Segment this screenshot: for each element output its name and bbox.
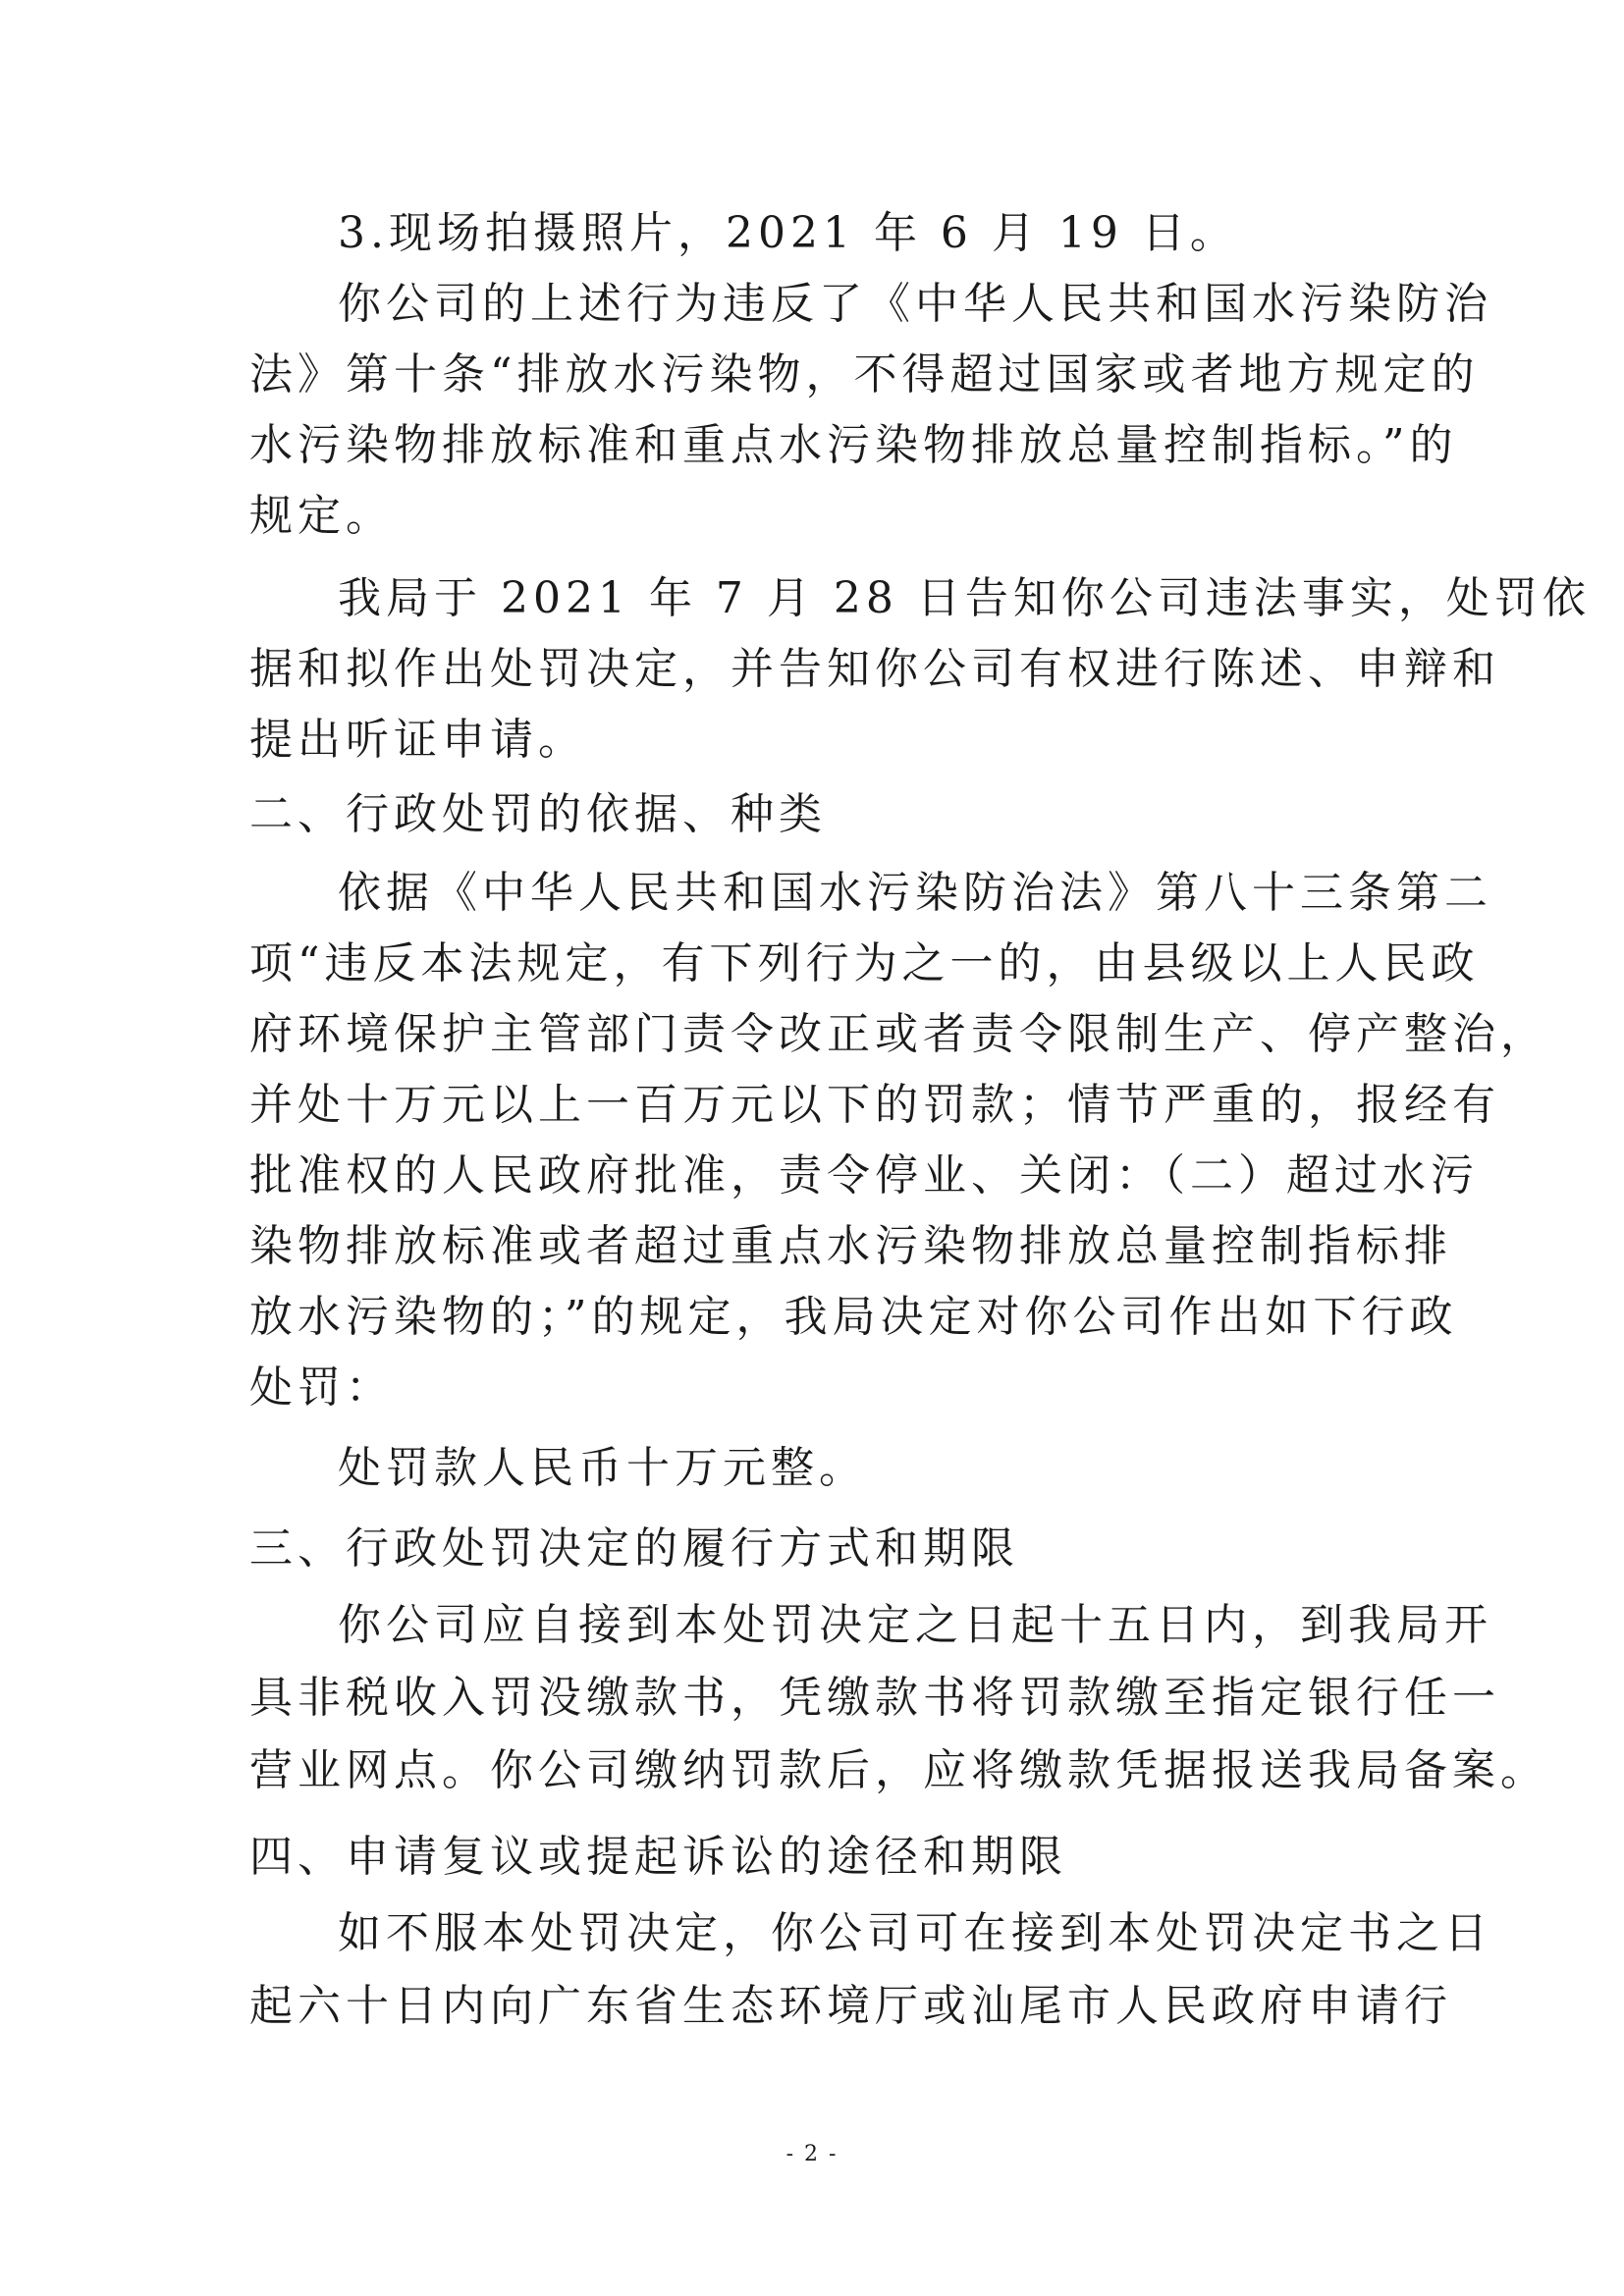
paragraph-line: 起六十日内向广东省生态环境厅或汕尾市人民政府申请行	[249, 1981, 1452, 2031]
section-heading: 二、行政处罚的依据、种类	[249, 789, 827, 839]
paragraph-line: 水污染物排放标准和重点水污染物排放总量控制指标。”的	[249, 420, 1458, 470]
paragraph-line: 并处十万元以上一百万元以下的罚款；情节严重的，报经有	[249, 1080, 1500, 1130]
paragraph-line: 染物排放标准或者超过重点水污染物排放总量控制指标排	[249, 1221, 1452, 1271]
paragraph-line: 据和拟作出处罚决定，并告知你公司有权进行陈述、申辩和	[249, 644, 1500, 694]
paragraph-line: 具非税收入罚没缴款书，凭缴款书将罚款缴至指定银行任一	[249, 1673, 1500, 1723]
paragraph-line: 提出听证申请。	[249, 715, 586, 765]
paragraph-line: 你公司应自接到本处罚决定之日起十五日内，到我局开	[338, 1600, 1492, 1650]
section-heading: 三、行政处罚决定的履行方式和期限	[249, 1523, 1019, 1574]
paragraph-line: 批准权的人民政府批准，责令停业、关闭：（二）超过水污	[249, 1150, 1479, 1201]
paragraph-line: 营业网点。你公司缴纳罚款后，应将缴款凭据报送我局备案。	[249, 1745, 1548, 1795]
paragraph-line: 法》第十条“排放水污染物，不得超过国家或者地方规定的	[249, 349, 1480, 400]
paragraph-line: 如不服本处罚决定，你公司可在接到本处罚决定书之日	[338, 1908, 1492, 1958]
paragraph-line: 项“违反本法规定，有下列行为之一的，由县级以上人民政	[249, 938, 1480, 988]
paragraph-line: 处罚：	[249, 1362, 394, 1413]
paragraph-line: 府环境保护主管部门责令改正或者责令限制生产、停产整治，	[249, 1009, 1548, 1059]
paragraph-line: 依据《中华人民共和国水污染防治法》第八十三条第二	[338, 868, 1492, 918]
section-heading: 四、申请复议或提起诉讼的途径和期限	[249, 1832, 1067, 1882]
paragraph-line: 你公司的上述行为违反了《中华人民共和国水污染防治	[338, 279, 1492, 329]
paragraph-line: 我局于 2021 年 7 月 28 日告知你公司违法事实，处罚依	[338, 573, 1591, 623]
paragraph-line: 放水污染物的；”的规定，我局决定对你公司作出如下行政	[249, 1292, 1458, 1342]
page-number: - 2 -	[785, 2142, 839, 2166]
paragraph-line: 规定。	[249, 491, 394, 541]
paragraph-line: 处罚款人民币十万元整。	[338, 1443, 867, 1493]
paragraph-line: 3.现场拍摄照片，2021 年 6 月 19 日。	[338, 208, 1238, 258]
